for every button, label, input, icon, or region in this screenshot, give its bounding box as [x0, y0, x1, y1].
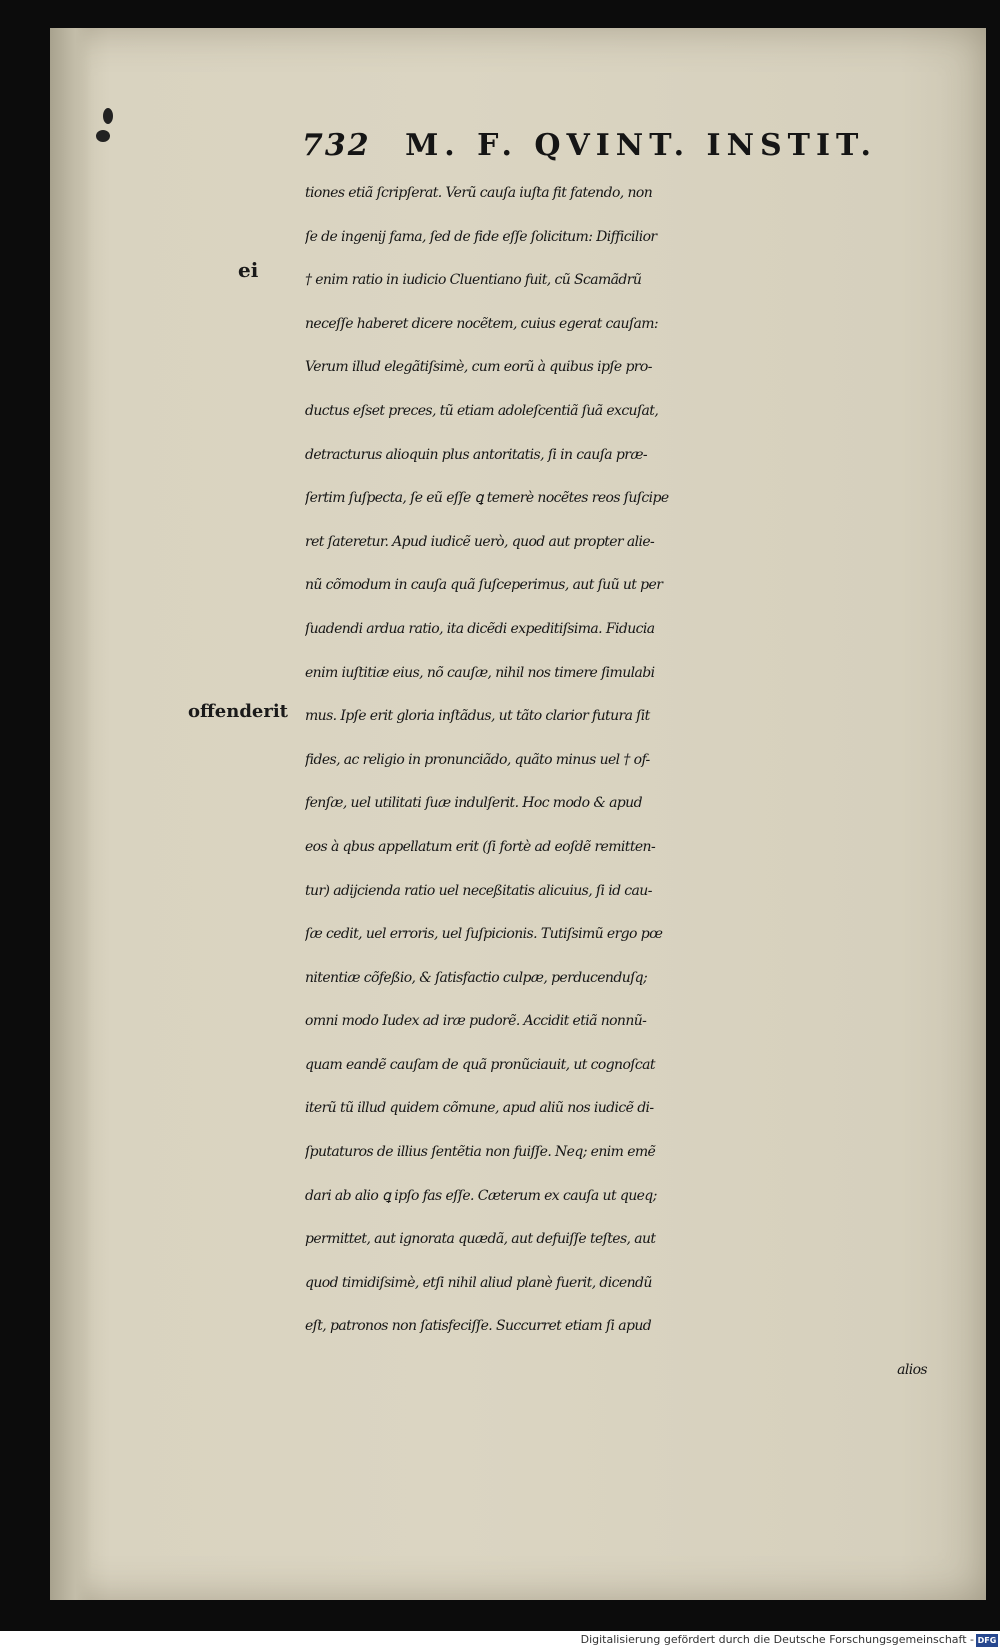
text-line: omni modo Iudex ad iræ pudorẽ. Accidit etiã nonnũ-	[305, 1013, 647, 1030]
text-line: fenſæ, uel utilitati ſuæ indulſerit. Hoc modo & apud	[305, 795, 642, 812]
text-line: † enim ratio in iudicio Cluentiano fuit, cũ Scamãdrũ	[305, 272, 642, 289]
page-number: 732	[302, 128, 371, 163]
text-line: dari ab alio ꝗ ipſo fas eſſe. Cæterum ex cauſa ut queq;	[305, 1187, 657, 1204]
text-line: nũ cõmodum in cauſa quã ſuſceperimus, aut ſuũ ut per	[305, 577, 663, 594]
ink-blot-mark	[96, 130, 110, 142]
text-line: neceſſe haberet dicere nocẽtem, cuius egerat cauſam:	[305, 315, 659, 332]
text-line: eos à qbus appellatum erit (ſi fortè ad eoſdẽ remitten-	[305, 838, 656, 855]
text-line: ſe de ingenij fama, ſed de fide eſſe ſolicitum: Difficilior	[305, 228, 657, 245]
footer-bar	[0, 1631, 1000, 1651]
text-line: ductus eſset preces, tũ etiam adoleſcentiã ſuã excuſat,	[305, 402, 659, 419]
running-header	[302, 128, 902, 172]
dfg-logo: DFG	[977, 1636, 997, 1645]
text-line: quam eandẽ cauſam de quã pronũciauit, ut cognoſcat	[305, 1056, 655, 1073]
funding-credit: Digitalisierung gefördert durch die Deutsche Forschungsgemeinschaft -	[580, 1633, 974, 1646]
text-line: eſt, patronos non ſatisfeciſſe. Succurret etiam ſi apud	[305, 1318, 652, 1335]
catchword: alios	[897, 1362, 927, 1379]
marginal-note-offenderit: offenderit	[188, 701, 288, 722]
marginal-note-ei: ei	[238, 258, 259, 282]
text-line: ſuadendi ardua ratio, ita dicẽdi expeditiſsima. Fiducia	[305, 620, 655, 637]
running-head-title: M. F. QVINT. INSTIT.	[405, 128, 877, 163]
text-line: nitentiæ cõfeßio, & ſatisfactio culpæ, perducenduſq;	[305, 969, 648, 986]
page-gutter-shadow	[50, 28, 92, 1600]
text-line: tiones etiã ſcripſerat. Verũ cauſa iuſta fit fatendo, non	[305, 185, 653, 201]
text-line: fides, ac religio in pronunciãdo, quãto minus uel † of-	[305, 751, 650, 768]
body-text	[305, 172, 935, 1393]
text-line: ſputaturos de illius ſentẽtia non fuiſſe. Neq; enim emẽ	[305, 1144, 656, 1161]
ink-blot-mark	[103, 108, 113, 124]
text-line: permittet, aut ignorata quædã, aut defuiſſe teſtes, aut	[305, 1231, 656, 1248]
text-line: enim iuſtitiæ eius, nõ cauſæ, nihil nos timere ſimulabi	[305, 664, 655, 681]
text-line: tur) adijcienda ratio uel neceßitatis alicuius, ſi id cau-	[305, 882, 652, 899]
text-line: ret ſateretur. Apud iudicẽ uerò, quod aut propter alie-	[305, 533, 655, 550]
text-line: detracturus alioquin plus antoritatis, ſi in cauſa præ-	[305, 446, 648, 463]
text-line: mus. Ipſe erit gloria inſtãdus, ut tãto clarior futura ſit	[305, 708, 650, 725]
text-line: ſæ cedit, uel erroris, uel ſuſpicionis. Tutiſsimũ ergo pœ	[305, 926, 663, 943]
text-line: iterũ tũ illud quidem cõmune, apud aliũ nos iudicẽ di-	[305, 1100, 654, 1117]
text-line: ſertim ſuſpecta, ſe eũ eſſe ꝗ temerè nocẽtes reos ſuſcipe	[305, 490, 669, 507]
text-line: Verum illud elegãtiſsimè, cum eorũ à quibus ipſe pro-	[305, 359, 652, 376]
text-line: quod timidiſsimè, etſi nihil aliud planè fuerit, dicendũ	[305, 1274, 652, 1291]
